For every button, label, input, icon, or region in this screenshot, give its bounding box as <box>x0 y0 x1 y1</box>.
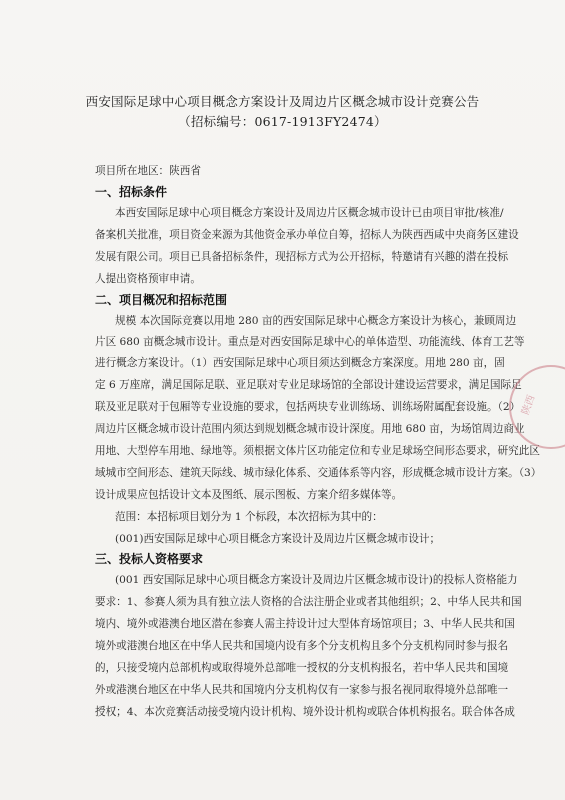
paragraph-line: 片区 680 亩概念城市设计。重点是对西安国际足球中心的单体造型、功能流线、体育工艺等 <box>95 336 525 348</box>
paragraph-line: 域城市空间形态、建筑天际线、城市绿化体系、交通体系等内容，形成概念城市设计方案。（3） <box>95 467 542 479</box>
paragraph-line: 授权；4、本次竞赛活动接受境内设计机构、境外设计机构或联合体机构报名。联合体各成 <box>95 706 515 718</box>
paragraph-line: 周边片区概念城市设计范围内须达到规划概念城市设计深度。用地 680 亩，为场馆周边商业 <box>95 423 525 435</box>
document-title: 西安国际足球中心项目概念方案设计及周边片区概念城市设计竞赛公告 <box>85 94 480 109</box>
paragraph-line: 外或港澳台地区在中华人民共和国境内分支机构仅有一家参与报名视同取得境外总部唯一 <box>95 684 509 696</box>
paragraph-line: (001)西安国际足球中心项目概念方案设计及周边片区概念城市设计； <box>115 533 441 545</box>
section-heading: 二、项目概况和招标范围 <box>95 293 228 307</box>
paragraph-line: 设计成果应包括设计文本及图纸、展示图板、方案介绍多媒体等。 <box>95 489 403 501</box>
paragraph-line: (001 西安国际足球中心项目概念方案设计及周边片区概念城市设计)的投标人资格能力 <box>115 574 518 586</box>
paragraph-line: 备案机关批准，项目资金来源为其他资金承办单位自筹，招标人为陕西西咸中央商务区建设 <box>95 229 519 241</box>
paragraph-line: 本西安国际足球中心项目概念方案设计及周边片区概念城市设计已由项目审批/核准/ <box>115 207 504 219</box>
seal-text: 陕西 <box>520 393 538 417</box>
paragraph-line: 定 6 万座席，满足国际足联、亚足联对专业足球场馆的全部设计建设运营要求，满足国际足 <box>95 379 522 391</box>
section-heading: 三、投标人资格要求 <box>95 552 204 566</box>
paragraph-line: 进行概念方案设计。（1）西安国际足球中心项目须达到概念方案深度。用地 280 亩，固 <box>95 357 505 369</box>
paragraph-line: 要求：1、参赛人须为具有独立法人资格的合法注册企业或者其他组织；2、中华人民共和国 <box>95 596 522 608</box>
paragraph-line: 的，只接受境内总部机构或取得境外总部唯一授权的分支机构报名，若中华人民共和国境 <box>95 662 509 674</box>
paragraph-line: 规模 本次国际竞赛以用地 280 亩的西安国际足球中心概念方案设计为核心，兼顾周边 <box>115 315 517 327</box>
paragraph-line: 境内、境外或港澳台地区潜在参赛人需主持设计过大型体育场馆项目；3、中华人民共和国 <box>95 618 515 630</box>
paragraph-line: 人提出资格预审申请。 <box>95 273 201 285</box>
section-heading: 一、招标条件 <box>95 185 168 199</box>
paragraph-line: 联及亚足联对于包厢等专业设施的要求，包括两块专业训练场、训练场附属配套设施。（2） <box>95 401 521 413</box>
paragraph-line: 范围：本招标项目划分为 1 个标段，本次招标为其中的： <box>115 511 383 523</box>
paragraph-line: 发展有限公司。项目已具备招标条件，现招标方式为公开招标，特邀请有兴趣的潜在投标 <box>95 251 509 263</box>
project-location: 项目所在地区：陕西省 <box>95 165 201 177</box>
paragraph-line: 用地、大型停车用地、绿地等。须根据文体片区功能定位和专业足球场空间形态要求，研究此区 <box>95 445 540 457</box>
paragraph-line: 境外或港澳台地区在中华人民共和国境内设有多个分支机构且多个分支机构同时参与报名 <box>95 640 509 652</box>
bid-number: （招标编号：0617-1913FY2474） <box>178 114 387 129</box>
